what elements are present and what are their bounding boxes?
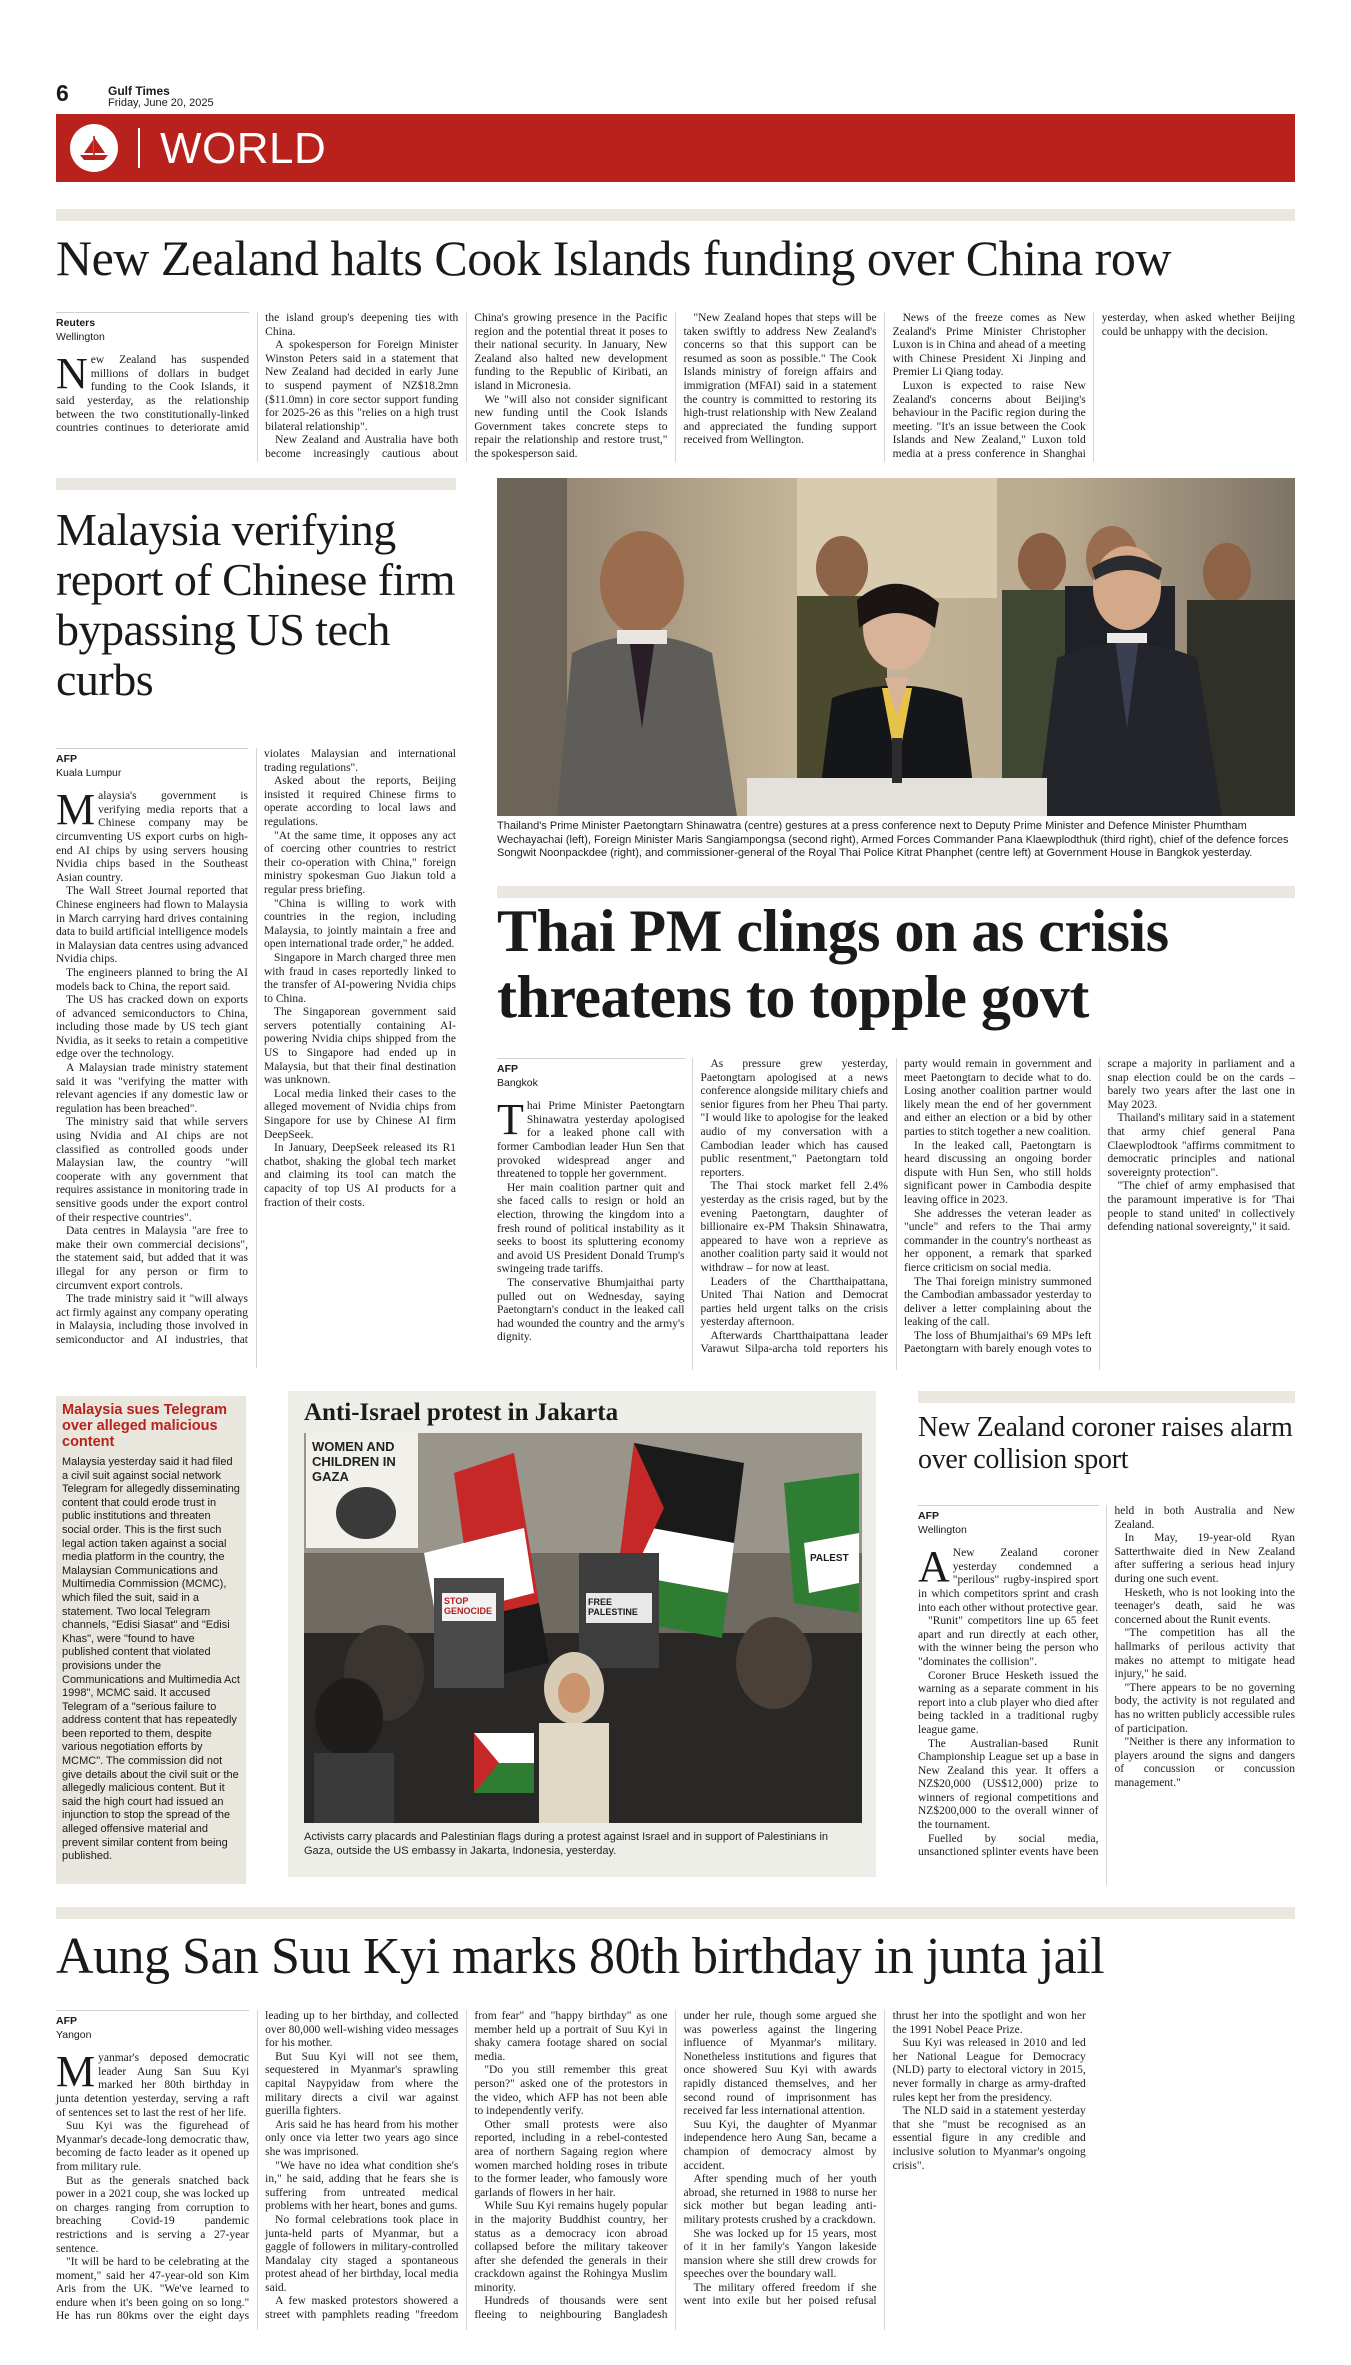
headline-cook-islands: New Zealand halts Cook Islands funding over China row — [56, 230, 1171, 286]
section-title: WORLD — [160, 124, 327, 173]
banner-divider — [138, 128, 140, 168]
section-banner — [56, 114, 1295, 182]
byline: Reuters Wellington — [56, 312, 249, 344]
story-nz-coroner: AFP Wellington A New Zealand coroner yesterday condemned a "perilous" rugby-inspired sport in which competitors sprint and crash into each other without protective gear. "Runit" competitors line up 65 feet apart and run directly at each other, with the winner being the person who "dominates the collision". Coroner Bruce Hesketh issued the warning as a separate comment in his report into a club player who died after being tackled in a traditional rugby league game. The Australian-based Runit Championship League set up a base in New Zealand this year. It offers a NZ$20,000 (US$12,000) prize to winners of regional competitions and NZ$200,000 to the overall winner of the tournament. Fuelled by social media, unsanctioned splinter events have been held in both Australia and New Zealand. In May, 19-year-old Ryan Satterthwaite died in New Zealand after suffering a serious head injury during one such event. Hesketh, who is not looking into the teenager's death, said he was concerned about the Runit events. "The competition has all the hallmarks of perilous activity that makes no attempt to mitigate head injury," he said. "There appears to be no governing body, the activity is not regulated and has no written publicly accessible rules of participation. "Neither is there any information to players around the signs and dangers of concussion or concussion management." — [918, 1505, 1295, 1859]
photo-box-jakarta — [288, 1391, 876, 1877]
headline-malaysia-chips: Malaysia verifying report of Chinese firm bypassing US tech curbs — [56, 504, 456, 705]
headline-nz-coroner: New Zealand coroner raises alarm over collision sport — [918, 1412, 1293, 1475]
photo-thai-press-conference — [497, 478, 1295, 816]
byline: AFP Yangon — [56, 2010, 249, 2042]
separator-band — [56, 1907, 1295, 1919]
placard-stop-genocide: STOP GENOCIDE — [444, 1596, 493, 1616]
ship-logo-icon — [70, 124, 118, 172]
photo-jakarta-protest — [304, 1433, 862, 1823]
story-thai-pm: AFP Bangkok Thai Prime Minister Paetongtarn Shinawatra yesterday apologised for a leaked phone call with former Cambodian leader Hun Sen that provoked widespread anger and threatened to topple her government. Her main coalition partner quit and she faced calls to resign or hold an election, throwing the kingdom into a fresh round of political instability as it seeks to boost its spluttering economy and avoid US President Donald Trump's swingeing trade tariffs. The conservative Bhumjaithai party pulled out on Wednesday, saying Paetongtarn's conduct in the leaked call had wounded the country and the army's dignity. As pressure grew yesterday, Paetongtarn apologised at a news conference alongside military chiefs and senior figures from her Pheu Thai party. "I would like to apologise for the leaked audio of my conversation with a Cambodian leader which has caused public resentment," Paetongtarn told reporters. The Thai stock market fell 2.4% yesterday as the crisis raged, but by the evening Paetongtarn, daughter of billionaire ex-PM Thaksin Shinawatra, appeared to have won a reprieve as another coalition party said it would not withdraw – for now at least. Leaders of the Chartthaipattana, United Thai Nation and Democrat parties held urgent talks on the crisis yesterday afternoon. Afterwards Chartthaipattana leader Varawut Silpa-archa told reporters his party would remain in government and meet Paetongtarn to decide what to do. Losing another coalition partner would likely mean the end of her government and either an election or a bid by other parties to stitch together a new coalition. In the leaked call, Paetongtarn is heard discussing an ongoing border dispute with Hun Sen, who still holds significant power in Cambodia despite leaving office in 2023. She addresses the veteran leader as "uncle" and refers to the Thai army commander in the country's northeast as her opponent, a remark that sparked fierce criticism on social media. The Thai foreign ministry summoned the Cambodian ambassador yesterday to deliver a letter complaining about the leaking of the call. The loss of Bhumjaithai's 69 MPs left Paetongtarn with barely enough votes to scrape a majority in parliament and a snap election could be on the cards – barely two years after the last one in May 2023. Thailand's military said in a statement that army chief general Pana Claewplodtook "affirms commitment to democratic principles and national sovereignty protection". "The chief of army emphasised that the paramount imperative is for 'Thai people to stand united' in collectively defending national sovereignty," it said. — [497, 1058, 1295, 1356]
byline: AFP Wellington — [918, 1505, 1099, 1537]
page-number: 6 — [56, 80, 69, 106]
story-suu-kyi: AFP Yangon Myanmar's deposed democratic leader Aung San Suu Kyi marked her 80th birthday in junta detention yesterday, serving a raft of sentences set to last the rest of her life. Suu Kyi was the figurehead of Myanmar's decade-long democratic thaw, becoming de facto leader as it opened up from military rule. But as the generals snatched back power in a 2021 coup, she was locked up on charges ranging from corruption to breaching Covid-19 pandemic restrictions and is serving a 27-year sentence. "It will be hard to be celebrating at the moment," said her 47-year-old son Kim Aris from the UK. "We've learned to endure when it's been going on so long." He has run 80kms over the eight days leading up to her birthday, and collected over 80,000 well-wishing video messages for his mother. But Suu Kyi will not see them, sequestered in Myanmar's sprawling capital Naypyidaw from where the military directs a civil war against guerilla fighters. Aris said he has heard from his mother only once via letter two years ago since she was imprisoned. "We have no idea what condition she's in," he said, adding that he fears she is suffering from untreated medical problems with her heart, bones and gums. No formal celebrations took place in junta-held parts of Myanmar, but a gaggle of followers in military-controlled Mandalay city staged a spontaneous protest ahead of her birthday, local media said. A few masked protestors showered a street with pamphlets reading "freedom from fear" and "happy birthday" as one member held up a portrait of Suu Kyi in shaky camera footage shared on social media. "Do you still remember this great person?" asked one of the protestors in the video, which AFP has not been able to independently verify. Other small protests were also reported, including in a rebel-contested area of northern Sagaing region where women marched holding roses in tribute to the former leader, who famously wore garlands of flowers in her hair. While Suu Kyi remains hugely popular in the majority Buddhist country, her status as a democracy icon abroad collapsed before the military takeover after she defended the generals in their crackdown against the Rohingya Muslim minority. Hundreds of thousands were sent fleeing to neighbouring Bangladesh under her rule, though some argued she was powerless against the lingering influence of Myanmar's military. Nonetheless institutions and figures that once showered Suu Kyi with awards rapidly distanced themselves, and her second round of imprisonment has received far less international attention. Suu Kyi, the daughter of Myanmar independence hero Aung San, became a champion of democracy almost by accident. After spending much of her youth abroad, she returned in 1988 to nurse her sick mother but began leading anti-military protests crushed by a crackdown. She was locked up for 15 years, most of it in her family's Yangon lakeside mansion where she still drew crowds for speeches over the boundary wall. The military offered freedom if she went into exile but her poised refusal thrust her into the spotlight and won her the 1991 Nobel Peace Prize. Suu Kyi was released in 2010 and led her National League for Democracy (NLD) party to electoral victory in 2015, never formally in charge as army-drafted rules kept her from the presidency. The NLD said in a statement yesterday that she "must be recognised as an essential figure in any credible and inclusive solution to Myanmar's ongoing crisis". — [56, 2010, 1086, 2323]
byline: AFP Kuala Lumpur — [56, 748, 248, 780]
drop-cap: M — [56, 785, 96, 835]
drop-cap: T — [497, 1095, 524, 1145]
placard-women-children: WOMEN AND CHILDREN IN GAZA — [312, 1439, 396, 1484]
photo-caption: Activists carry placards and Palestinian flags during a protest against Israel and in support of Palestinians in Gaza, outside the US embassy in Jakarta, Indonesia, yesterday. — [304, 1831, 829, 1857]
drop-cap: A — [918, 1542, 950, 1592]
story-malaysia-chips: AFP Kuala Lumpur Malaysia's government is verifying media reports that a Chinese company may be circumventing US export curbs on high-end AI chips by using servers housing Nvidia chips based in the Southeast Asian country. The Wall Street Journal reported that Chinese engineers had flown to Malaysia in March carrying hard drives containing data to build artificial intelligence models in Malaysian data centres using advanced Nvidia chips. The engineers planned to bring the AI models back to China, the report said. The US has cracked down on exports of advanced semiconductors to China, including those made by US tech giant Nvidia, as it seeks to retain a competitive edge over the technology. A Malaysian trade ministry statement said it was "verifying the matter with relevant agencies if any domestic law or regulation has been breached". The ministry said that while servers using Nvidia and AI chips are not classified as controlled goods under Malaysian law, the country "will cooperate with any government that requires assistance in monitoring trade in sensitive goods under the export control of their respective countries". Data centres in Malaysia "are free to make their own commercial decisions", the statement said, but added that it was illegal for any person or firm to circumvent export controls. The trade ministry said it "will always act firmly against any company operating in Malaysia, including those involved in semiconductor and AI industries, that violates Malaysian and international trading regulations". Asked about the reports, Beijing insisted it required Chinese firms to operate according to local laws and regulations. "At the same time, it opposes any act of coercing other countries to restrict their co-operation with China," foreign ministry spokesman Guo Jiakun told a regular press briefing. "China is willing to work with countries in the region, including Malaysia, to jointly maintain a free and open international trade order," he added. Singapore in March charged three men with fraud in cases reportedly linked to the transfer of AI-powering Nvidia chips to China. The Singaporean government said servers potentially containing AI-powering Nvidia chips shipped from the US to Singapore had ended up in Malaysia, but that their final destination was unknown. Local media linked their cases to the alleged movement of Nvidia chips from Singapore for use by Chinese AI firm DeepSeek. In January, DeepSeek released its R1 chatbot, shaking the global tech market and claiming its tool can match the capacity of top US AI products for a fraction of their costs. — [56, 748, 456, 1346]
sidebar-telegram — [56, 1396, 246, 1884]
separator-band — [56, 209, 1295, 221]
sidebar-text: Malaysia yesterday said it had filed a civil suit against social network Telegram for allegedly disseminating content that could erode trust in public institutions and threaten social order. This is the first such legal action taken against a social media platform in the country, the Malaysian Communications and Multimedia Commission (MCMC), which filed the suit, said in a statement. Two local Telegram channels, "Edisi Siasat" and "Edisi Khas", were "found to have published content that violated provisions under the Communications and Multimedia Act 1998", MCMC said. It accused Telegram of a "serious failure to address content that has repeatedly been reported to them, despite various negotiation efforts by MCMC". The commission did not give details about the civil suit or the allegedly malicious content. But it said the high court had issued an injunction to stop the spread of the alleged offensive material and prevent similar content from being published. — [62, 1456, 240, 1863]
sidebar-headline: Malaysia sues Telegram over alleged malicious content — [62, 1402, 227, 1450]
issue-date: Friday, June 20, 2025 — [108, 97, 214, 109]
photo-caption: Thailand's Prime Minister Paetongtarn Shinawatra (centre) gestures at a press conference next to Deputy Prime Minister and Defence Minister Phumtham Wechayachai (left), Foreign Minister Maris Sangiampongsa (second right), Armed Forces Commander Pana Klaewplodthuk (third right), chief of the defence forces Songwit Noonpackdee (right), and commissioner-general of the Royal Thai Police Kitrat Phanphet (centre left) at Government House in Bangkok yesterday. — [497, 820, 1289, 859]
paper-name: Gulf Times — [108, 84, 170, 98]
drop-cap: N — [56, 349, 88, 399]
separator-band — [56, 478, 456, 490]
byline: AFP Bangkok — [497, 1058, 685, 1090]
placard-palest: PALEST — [810, 1553, 849, 1564]
story-cook-islands: Reuters Wellington New Zealand has suspended millions of dollars in budget funding to the Cook Islands, it said yesterday, as the relationship between the two constitutionally-linked countries continues to deteriorate amid the island group's deepening ties with China. A spokesperson for Foreign Minister Winston Peters said in a statement that New Zealand had decided in early June to suspend payment of NZ$18.2mn ($11.0mn) in core sector support funding for 2025-26 as this "relies on a high trust bilateral relationship". New Zealand and Australia have both become increasingly cautious about China's growing presence in the Pacific region and the potential threat it poses to their national security. In January, New Zealand also halted new development funding to the Republic of Kiribati, an island in Micronesia. We "will also not consider significant new funding until the Cook Islands Government takes concrete steps to repair the relationship and restore trust," the spokesperson said. "New Zealand hopes that steps will be taken swiftly to address New Zealand's concerns so that this support can be resumed as soon as possible." The Cook Islands ministry of foreign affairs and immigration (MFAI) said in a statement the country is committed to restoring its high-trust relationship with New Zealand and appreciated the funding support received from Wellington. News of the freeze comes as New Zealand's Prime Minister Christopher Luxon is in China and ahead of a meeting with Chinese President Xi Jinping and Premier Li Qiang today. Luxon is expected to raise New Zealand's concerns about Beijing's behaviour in the Pacific region during the meeting. "It's an issue between the Cook Islands and New Zealand," Luxon told media at a press conference in Shanghai yesterday, when asked whether Beijing could be unhappy with the decision. — [56, 312, 1295, 460]
photo-title: Anti-Israel protest in Jakarta — [304, 1399, 619, 1426]
separator-band — [497, 886, 1295, 898]
headline-suu-kyi: Aung San Suu Kyi marks 80th birthday in junta jail — [56, 1928, 1105, 1985]
separator-band — [918, 1391, 1295, 1403]
drop-cap: M — [56, 2047, 96, 2097]
headline-thai-pm: Thai PM clings on as crisis threatens to topple govt — [497, 898, 1169, 1030]
placard-free-palestine: FREE PALESTINE — [588, 1597, 638, 1617]
